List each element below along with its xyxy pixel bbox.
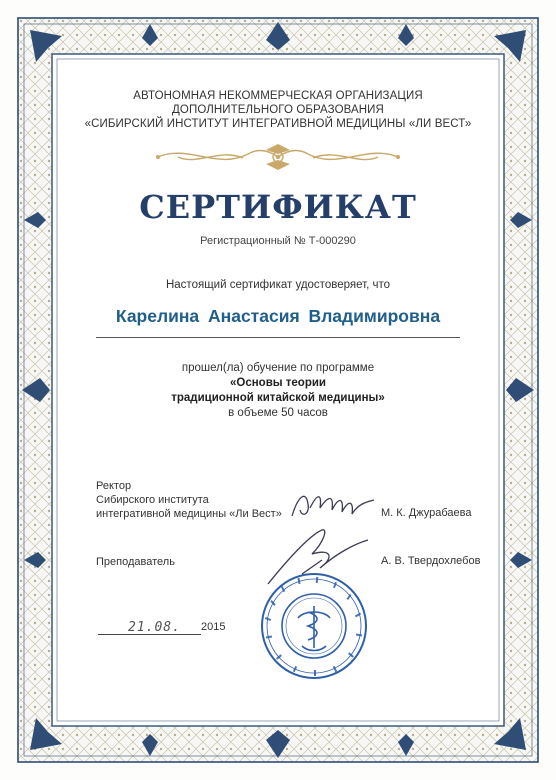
official-stamp (258, 570, 370, 682)
program-name-line-1: «Основы теории (229, 377, 326, 389)
rector-title-line-2: Сибирского института (96, 494, 209, 506)
attestation-text: Настоящий сертификат удостоверяет, что (165, 279, 391, 291)
teacher-name: А. В. Твердохлебов (381, 555, 481, 567)
program-intro: прошел(ла) обучение по программе (181, 362, 375, 374)
issue-date (98, 619, 258, 639)
registration-number: Регистрационный № Т-000290 (200, 235, 356, 247)
rector-title-line-1: Ректор (96, 480, 132, 492)
rector-title (96, 479, 282, 521)
name-underline (96, 337, 460, 338)
org-header-line-1: АВТОНОМНАЯ НЕКОММЕРЧЕСКАЯ ОРГАНИЗАЦИЯ (133, 90, 423, 102)
rector-name: М. К. Джурабаева (381, 507, 472, 519)
rector-title-line-3: интегративной медицины «Ли Вест» (96, 508, 282, 520)
teacher-title: Преподаватель (96, 556, 175, 568)
org-header-line-2: ДОПОЛНИТЕЛЬНОГО ОБРАЗОВАНИЯ (172, 104, 384, 116)
gold-ornament-divider (148, 142, 408, 172)
date-handwritten: 21.08. (128, 620, 181, 635)
org-header-line-3: «СИБИРСКИЙ ИНСТИТУТ ИНТЕГРАТИВНОЙ МЕДИЦИНЫ «ЛИ ВЕСТ» (84, 118, 472, 130)
certificate-title: СЕРТИФИКАТ (139, 188, 417, 226)
date-year: 2015 (201, 621, 226, 633)
program-volume: в объеме 50 часов (228, 407, 328, 419)
program-name-line-2: традиционной китайской медицины» (171, 392, 385, 404)
recipient-name: Карелина Анастасия Владимировна (115, 306, 441, 326)
rector-signature (288, 486, 378, 526)
